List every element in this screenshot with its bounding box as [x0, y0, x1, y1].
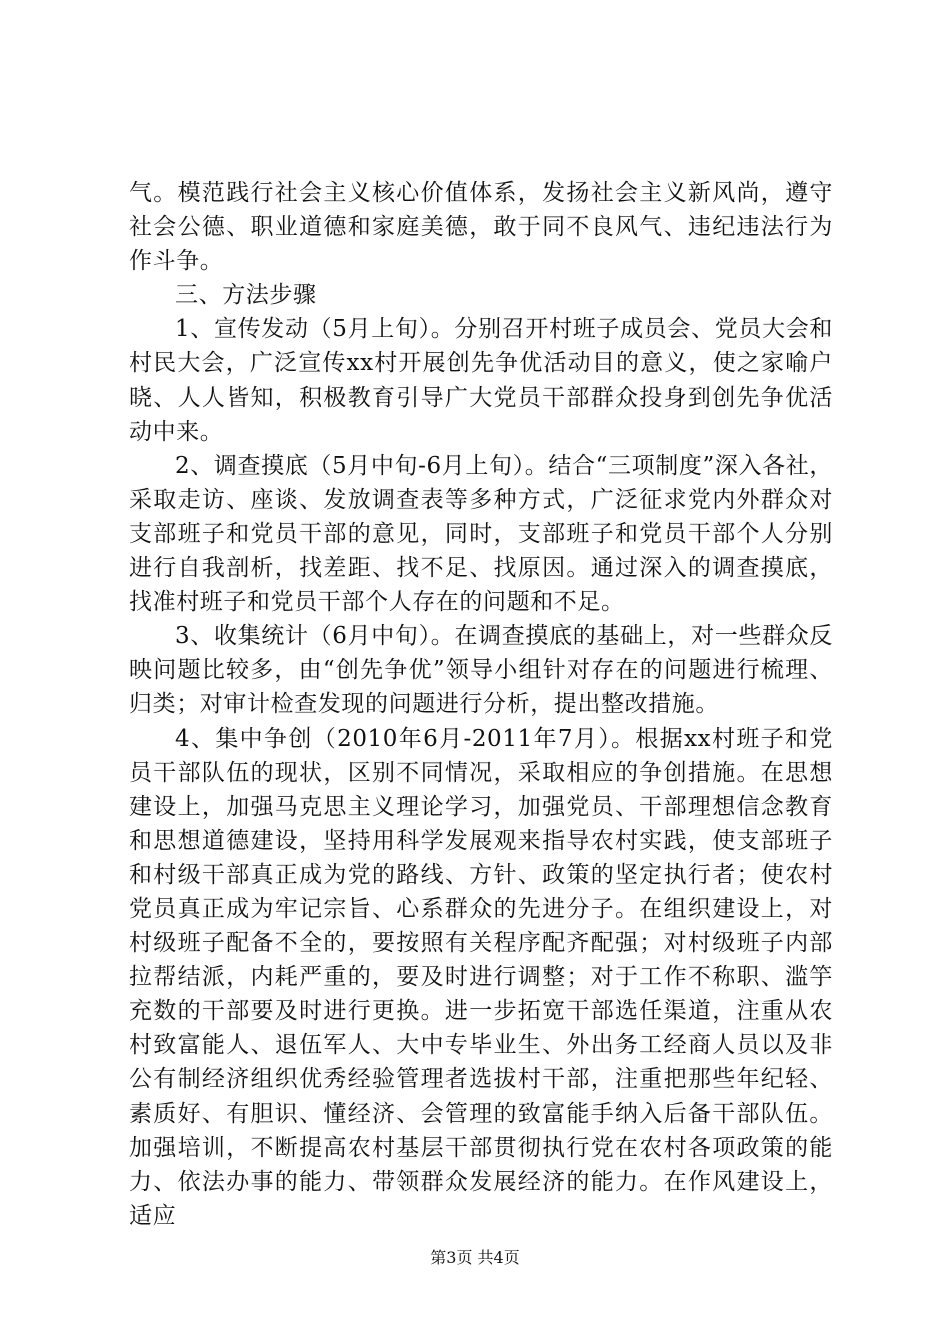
paragraph-step-4: 4、集中争创（2010年6月-2011年7月）。根据xx村班子和党员干部队伍的现状，区别不同情况，采取相应的争创措施。在思想建设上，加强马克思主义理论学习，加强党员、干部理想信念教育和思想道德建设，坚持用科学发展观来指导农村实践，使支部班子和村级干部真正成为党的路线、方针、政策的坚定执行者；使农村党员真正成为牢记宗旨、心系群众的先进分子。在组织建设上，对村级班子配备不全的，要按照有关程序配齐配强；对村级班子内部拉帮结派，内耗严重的，要及时进行调整；对于工作不称职、滥竽充数的干部要及时进行更换。进一步拓宽干部选任渠道，注重从农村致富能人、退伍军人、大中专毕业生、外出务工经商人员以及非公有制经济组织优秀经验管理者选拔村干部，注重把那些年纪轻、素质好、有胆识、懂经济、会管理的致富能手纳入后备干部队伍。加强培训，不断提高农村基层干部贯彻执行党在农村各项政策的能力、依法办事的能力、带领群众发展经济的能力。在作风建设上，适应 — [129, 725, 833, 1229]
page-number-footer: 第3页 共4页 — [430, 1248, 520, 1267]
paragraph-1: 气。模范践行社会主义核心价值体系，发扬社会主义新风尚，遵守社会公德、职业道德和家庭美德，敢于同不良风气、违纪违法行为作斗争。 — [129, 180, 833, 275]
document-body — [129, 176, 833, 1233]
paragraph-step-2: 2、调查摸底（5月中旬-6月上旬）。结合“三项制度”深入各社，采取走访、座谈、发放调查表等多种方式，广泛征求党内外群众对支部班子和党员干部的意见，同时，支部班子和党员干部个人分别进行自我剖析，找差距、找不足、找原因。通过深入的调查摸底，找准村班子和党员干部个人存在的问题和不足。 — [129, 452, 833, 616]
paragraph-step-1: 1、宣传发动（5月上旬）。分别召开村班子成员会、党员大会和村民大会，广泛宣传xx村开展创先争优活动目的意义，使之家喻户晓、人人皆知，积极教育引导广大党员干部群众投身到创先争优活动中来。 — [129, 316, 833, 445]
paragraph-step-3: 3、收集统计（6月中旬）。在调查摸底的基础上，对一些群众反映问题比较多，由“创先争优”领导小组针对存在的问题进行梳理、归类；对审计检查发现的问题进行分析，提出整改措施。 — [129, 623, 833, 718]
section-heading-methods: 三、方法步骤 — [175, 282, 317, 309]
